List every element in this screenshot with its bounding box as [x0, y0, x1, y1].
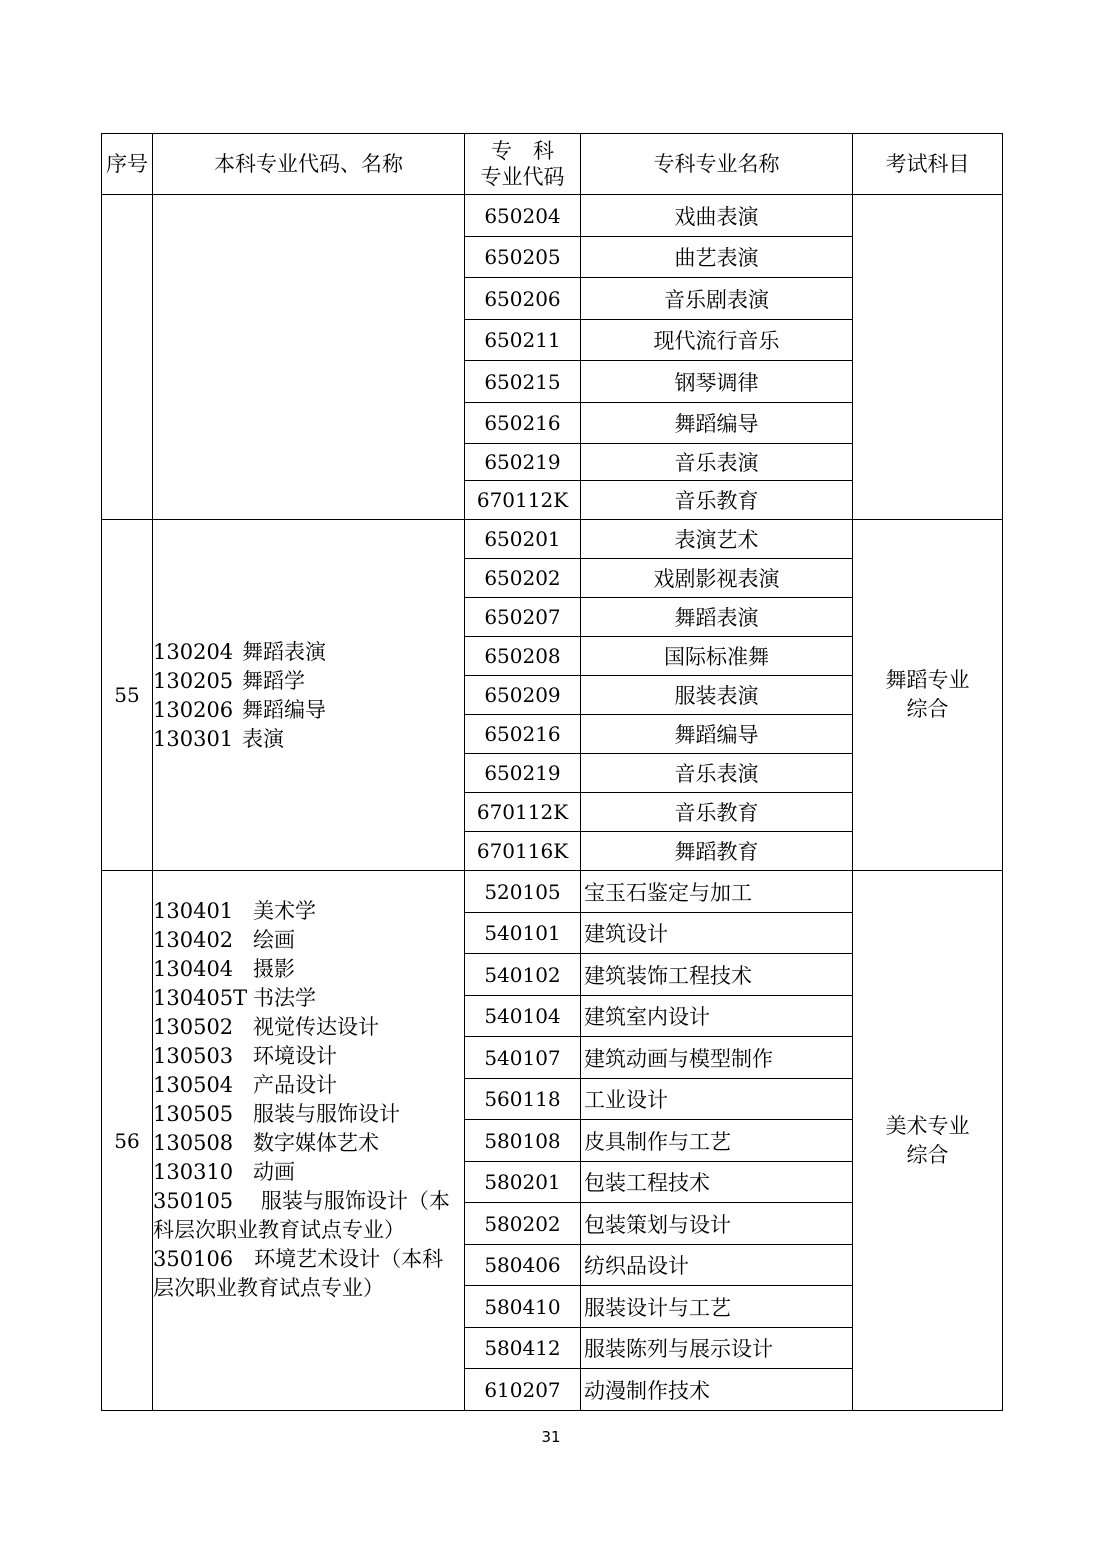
major-name: 舞蹈表演 — [242, 640, 326, 664]
sub-name: 服装陈列与展示设计 — [581, 1328, 853, 1369]
sub-name: 音乐教育 — [581, 481, 853, 520]
major-code: 130310 — [153, 1160, 234, 1184]
sub-code: 650216 — [465, 403, 581, 444]
sub-name: 国际标准舞 — [581, 637, 853, 676]
sub-name: 舞蹈表演 — [581, 598, 853, 637]
sub-code: 670112K — [465, 481, 581, 520]
sub-code: 650207 — [465, 598, 581, 637]
major-extra: 350105 服装与服饰设计（本科层次职业教育试点专业） — [153, 1189, 450, 1242]
sub-code: 580108 — [465, 1120, 581, 1162]
row-seq: 56 — [102, 871, 153, 1411]
exam-subject — [853, 871, 1003, 1411]
sub-code: 670112K — [465, 793, 581, 832]
header-subject: 考试科目 — [853, 134, 1003, 195]
major-name: 环境设计 — [253, 1044, 337, 1068]
sub-code: 650219 — [465, 444, 581, 481]
header-major: 本科专业代码、名称 — [153, 134, 465, 195]
major-code: 130301 — [153, 727, 234, 751]
major-code: 130204 — [153, 640, 234, 664]
header-code-line1: 专 科 — [491, 139, 554, 163]
major-name: 绘画 — [253, 928, 295, 952]
sub-name: 包装策划与设计 — [581, 1203, 853, 1245]
sub-name: 建筑室内设计 — [581, 996, 853, 1037]
header-code-line2: 专业代码 — [480, 165, 565, 189]
sub-code: 580410 — [465, 1286, 581, 1328]
major-code: 130205 — [153, 669, 234, 693]
sub-code: 650208 — [465, 637, 581, 676]
row-seq — [102, 195, 153, 520]
sub-code: 650209 — [465, 676, 581, 715]
exam-subject — [853, 520, 1003, 871]
major-code: 130508 — [153, 1131, 234, 1155]
sub-name: 舞蹈教育 — [581, 832, 853, 871]
sub-code: 650204 — [465, 195, 581, 237]
major-item — [153, 1042, 464, 1071]
sub-code: 650215 — [465, 361, 581, 403]
sub-code: 650205 — [465, 237, 581, 278]
major-item — [153, 1071, 464, 1100]
sub-name: 舞蹈编导 — [581, 403, 853, 444]
major-name: 服装与服饰设计 — [253, 1102, 400, 1126]
sub-name: 宝玉石鉴定与加工 — [581, 871, 853, 913]
major-item — [153, 696, 464, 725]
sub-code: 540101 — [465, 913, 581, 954]
sub-code: 650216 — [465, 715, 581, 754]
sub-code: 580201 — [465, 1162, 581, 1203]
sub-name: 戏曲表演 — [581, 195, 853, 237]
major-code: 130404 — [153, 957, 234, 981]
major-item — [153, 1129, 464, 1158]
sub-code: 610207 — [465, 1369, 581, 1411]
major-code: 130401 — [153, 899, 234, 923]
sub-name: 工业设计 — [581, 1079, 853, 1120]
major-item — [153, 725, 464, 754]
table-row — [102, 871, 1003, 913]
sub-code: 650201 — [465, 520, 581, 559]
row-seq: 55 — [102, 520, 153, 871]
sub-name: 服装设计与工艺 — [581, 1286, 853, 1328]
major-item — [153, 897, 464, 926]
major-name: 美术学 — [253, 899, 316, 923]
major-code: 130402 — [153, 928, 234, 952]
major-code: 130503 — [153, 1044, 234, 1068]
table-row — [102, 520, 1003, 559]
sub-code: 520105 — [465, 871, 581, 913]
major-item — [153, 1013, 464, 1042]
major-list — [153, 871, 465, 1411]
major-name: 动画 — [253, 1160, 295, 1184]
sub-name: 曲艺表演 — [581, 237, 853, 278]
major-item — [153, 955, 464, 984]
sub-name: 现代流行音乐 — [581, 320, 853, 361]
major-name: 表演 — [242, 727, 284, 751]
sub-code: 650219 — [465, 754, 581, 793]
major-item — [153, 984, 464, 1013]
major-code: 130502 — [153, 1015, 234, 1039]
sub-code: 580412 — [465, 1328, 581, 1369]
sub-name: 音乐剧表演 — [581, 278, 853, 320]
exam-subject-line2: 综合 — [906, 697, 949, 721]
sub-code: 650206 — [465, 278, 581, 320]
sub-name: 表演艺术 — [581, 520, 853, 559]
major-item — [153, 926, 464, 955]
major-code: 130405T — [153, 986, 248, 1010]
major-item — [153, 667, 464, 696]
major-name: 摄影 — [253, 957, 295, 981]
sub-name: 服装表演 — [581, 676, 853, 715]
sub-code: 650202 — [465, 559, 581, 598]
header-code — [465, 134, 581, 195]
sub-code: 540102 — [465, 954, 581, 996]
exam-subject-line1: 美术专业 — [885, 1113, 970, 1138]
sub-code: 580202 — [465, 1203, 581, 1245]
sub-code: 560118 — [465, 1079, 581, 1120]
major-code: 130505 — [153, 1102, 234, 1126]
exam-subject-line1: 舞蹈专业 — [885, 668, 970, 692]
major-table — [101, 133, 1003, 1411]
major-name: 视觉传达设计 — [253, 1015, 379, 1039]
sub-code: 540107 — [465, 1037, 581, 1079]
major-name: 舞蹈学 — [242, 669, 305, 693]
major-name: 书法学 — [253, 986, 316, 1010]
sub-name: 舞蹈编导 — [581, 715, 853, 754]
sub-name: 纺织品设计 — [581, 1245, 853, 1286]
major-name: 舞蹈编导 — [242, 698, 326, 722]
sub-name: 动漫制作技术 — [581, 1369, 853, 1411]
major-name: 产品设计 — [253, 1073, 337, 1097]
sub-name: 戏剧影视表演 — [581, 559, 853, 598]
sub-code: 650211 — [465, 320, 581, 361]
major-name: 数字媒体艺术 — [253, 1131, 379, 1155]
exam-subject-line2: 综合 — [906, 1142, 949, 1167]
table-row — [102, 195, 1003, 237]
sub-code: 540104 — [465, 996, 581, 1037]
major-list — [153, 195, 465, 520]
sub-name: 建筑动画与模型制作 — [581, 1037, 853, 1079]
major-item — [153, 1158, 464, 1187]
sub-name: 音乐教育 — [581, 793, 853, 832]
sub-code: 580406 — [465, 1245, 581, 1286]
sub-name: 钢琴调律 — [581, 361, 853, 403]
header-row — [102, 134, 1003, 195]
major-code: 130206 — [153, 698, 234, 722]
major-code: 130504 — [153, 1073, 234, 1097]
page-number: 31 — [541, 1428, 561, 1446]
sub-name: 音乐表演 — [581, 444, 853, 481]
sub-name: 音乐表演 — [581, 754, 853, 793]
header-name: 专科专业名称 — [581, 134, 853, 195]
header-seq: 序号 — [102, 134, 153, 195]
sub-name: 建筑设计 — [581, 913, 853, 954]
major-item — [153, 1100, 464, 1129]
sub-name: 皮具制作与工艺 — [581, 1120, 853, 1162]
sub-code: 670116K — [465, 832, 581, 871]
sub-name: 包装工程技术 — [581, 1162, 853, 1203]
major-extra: 350106 环境艺术设计（本科层次职业教育试点专业） — [153, 1247, 444, 1300]
major-list — [153, 520, 465, 871]
major-item — [153, 638, 464, 667]
exam-subject — [853, 195, 1003, 520]
sub-name: 建筑装饰工程技术 — [581, 954, 853, 996]
